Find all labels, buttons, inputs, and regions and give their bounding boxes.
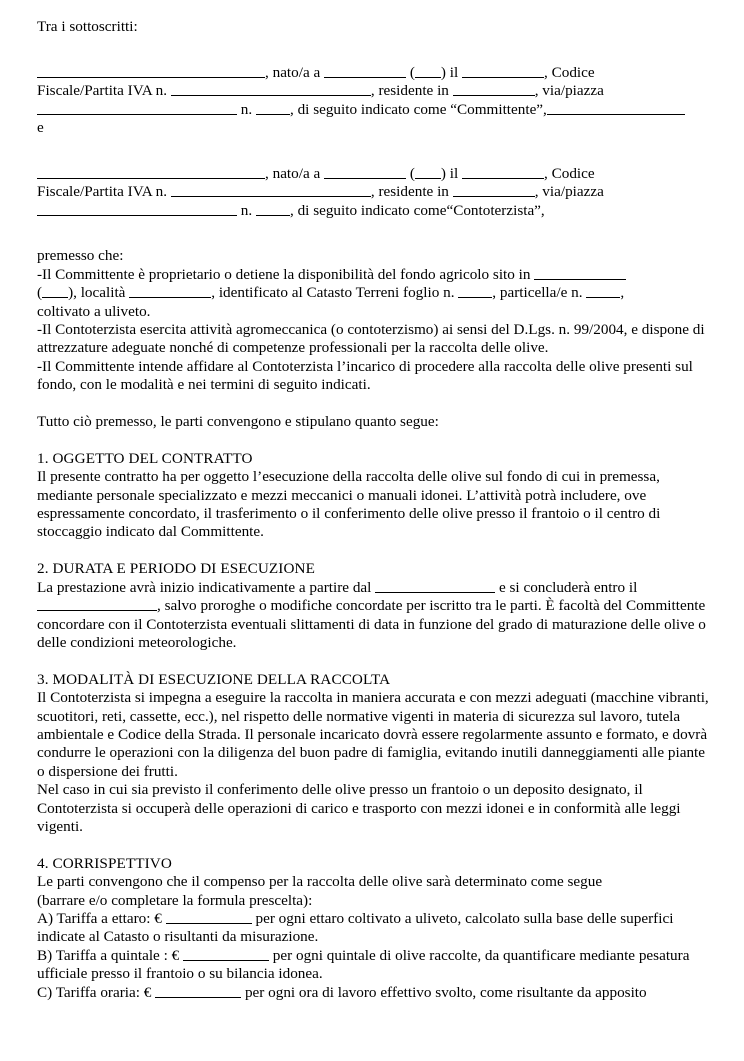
gap-before-premesse <box>37 220 712 238</box>
party1-line-3 <box>37 101 712 119</box>
party-block-committente <box>37 64 712 138</box>
party2-seg6: , residente in <box>370 183 453 201</box>
premesse-particella-blank[interactable] <box>586 284 620 298</box>
section-2-start-date-blank[interactable] <box>375 579 495 593</box>
party1-seg1: , nato/a a <box>265 63 325 81</box>
gap-between-parties <box>37 137 712 155</box>
party2-seg3: ) il <box>440 164 462 182</box>
party1-seg4: , Codice <box>544 63 595 81</box>
section-3-body-2: Nel caso in cui sia previsto il conferimento delle olive presso un frantoio o un deposito designato, il Contoterzista si occuperà delle operazioni di carico e trasporto con mezzi idonei e in conformità alle leggi vigenti. <box>37 781 685 835</box>
party2-birthplace-blank[interactable] <box>324 165 406 179</box>
party1-seg5: Fiscale/Partita IVA n. <box>37 82 171 100</box>
party2-seg5: Fiscale/Partita IVA n. <box>37 183 171 201</box>
party1-residence-blank[interactable] <box>453 82 535 96</box>
section-4-heading: 4. CORRISPETTIVO <box>37 854 172 872</box>
connector-e: e <box>37 119 44 137</box>
party1-street-blank[interactable] <box>37 101 237 115</box>
party2-seg8: n. <box>237 201 256 219</box>
party1-name-blank[interactable] <box>37 64 265 78</box>
party1-seg8: n. <box>237 100 256 118</box>
section-3-body-1: Il Contoterzista si impegna a eseguire la raccolta in maniera accurata e con mezzi adeguati (macchine vibranti, scuotitori, reti, cassette, ecc.), nel rispetto delle normative vigenti in materia di sicurezza sul lavoro, tutela ambientale e Codice della Strada. Il personale incaricato dovrà essere regolarmente assunto e formato, e dovrà condurre le operazioni con la diligenza del buon padre di famiglia, evitando inutili danneggiamenti alle piante o dispersione dei frutti. <box>37 689 713 780</box>
party1-seg7: , via/piazza <box>534 82 604 100</box>
party1-seg2: ( <box>406 63 415 81</box>
intro-label: Tra i sottoscritti: <box>37 18 138 35</box>
party2-name-blank[interactable] <box>37 165 265 179</box>
party2-birthdate-blank[interactable] <box>462 165 544 179</box>
party1-seg6: , residente in <box>370 82 453 100</box>
premesse-p1-a: -Il Committente è proprietario o detiene la disponibilità del fondo agricolo sito in <box>37 265 535 283</box>
party2-taxcode-blank[interactable] <box>171 183 371 197</box>
party2-line-1 <box>37 165 712 183</box>
gap-before-section-2 <box>37 542 712 560</box>
section-1 <box>37 450 712 542</box>
premesse-p1-e: , particella/e n. <box>492 284 587 302</box>
section-2-body-c: , salvo proroghe o modifiche concordate per iscritto tra le parti. È facoltà del Committente concordare con il Contoterzista eventuali slittamenti di data in funzione del grado di maturazione delle olive o delle condizioni meteorologiche. <box>37 597 710 651</box>
party1-line-1 <box>37 64 712 82</box>
section-4 <box>37 855 712 1002</box>
premesse-p1-d: , identificato al Catasto Terreni foglio n. <box>211 284 459 302</box>
option-a-pre: A) Tariffa a ettaro: € <box>37 909 166 927</box>
premesse-site-blank[interactable] <box>534 266 626 280</box>
party1-birthdate-blank[interactable] <box>462 64 544 78</box>
party2-street-blank[interactable] <box>37 202 237 216</box>
option-a-post: per ogni ettaro coltivato a uliveto, calcolato sulla base delle superfici indicate al Catasto o risultanti da misurazione. <box>37 909 678 946</box>
section-2-body <box>37 579 712 653</box>
section-2-body-a: La prestazione avrà inizio indicativamente a partire dal <box>37 578 376 596</box>
premesse-paragraph-1 <box>37 266 712 321</box>
premesse-paragraph-3: -Il Committente intende affidare al Contoterzista l’incarico di procedere alla raccolta delle olive presenti sul fondo, con le modalità e nei termini di seguito indicati. <box>37 357 697 394</box>
premesse-label: premesso che: <box>37 247 124 265</box>
gap-after-intro <box>37 36 712 54</box>
party2-seg9: , di seguito indicato come“Contoterzista”, <box>289 201 545 219</box>
premesse-p1-c: ), località <box>68 284 130 302</box>
section-2 <box>37 560 712 652</box>
party1-civic-blank[interactable] <box>256 101 290 115</box>
gap-before-section-1 <box>37 431 712 449</box>
section-1-body: Il presente contratto ha per oggetto l’esecuzione della raccolta delle olive sul fondo di cui in premessa, mediante personale specializzato e mezzi meccanici o manuali idonei. L’attività potrà includere, ove espressamente concordato, il trasferimento o il conferimento delle olive presso il frantoio o il centro di stoccaggio indicato dal Committente. <box>37 468 665 541</box>
section-2-heading: 2. DURATA E PERIODO DI ESECUZIONE <box>37 560 315 578</box>
party2-seg7: , via/piazza <box>534 183 604 201</box>
party1-trailing-blank[interactable] <box>547 101 685 115</box>
option-b-pre: B) Tariffa a quintale : € <box>37 946 183 964</box>
party2-seg1: , nato/a a <box>265 164 325 182</box>
gap-before-premesse-2 <box>37 238 712 247</box>
premesse-province-blank[interactable] <box>42 284 68 298</box>
contract-body <box>37 18 712 1002</box>
premesse-p1-f: , <box>620 284 625 302</box>
party1-province-blank[interactable] <box>415 64 441 78</box>
section-3-heading: 3. MODALITÀ DI ESECUZIONE DELLA RACCOLTA <box>37 670 391 688</box>
section-4-option-a <box>37 910 712 947</box>
section-4-intro-2: (barrare e/o completare la formula prescelta): <box>37 891 313 909</box>
party2-residence-blank[interactable] <box>453 183 535 197</box>
section-4-option-b <box>37 947 712 984</box>
party1-taxcode-blank[interactable] <box>171 82 371 96</box>
premesse-block <box>37 247 712 394</box>
section-4-option-c <box>37 984 712 1002</box>
option-c-amount-blank[interactable] <box>155 984 241 998</box>
gap-between-parties-2 <box>37 156 712 165</box>
option-a-amount-blank[interactable] <box>166 910 252 924</box>
section-1-heading: 1. OGGETTO DEL CONTRATTO <box>37 449 253 467</box>
gap-before-tuttocio <box>37 395 712 413</box>
tutto-cio-premesso: Tutto ciò premesso, le parti convengono e stipulano quanto segue: <box>37 413 439 431</box>
section-4-intro-1: Le parti convengono che il compenso per la raccolta delle olive sarà determinato come segue <box>37 873 603 891</box>
section-2-body-b: e si concluderà entro il <box>495 578 642 596</box>
option-b-amount-blank[interactable] <box>183 947 269 961</box>
party2-seg2: ( <box>406 164 415 182</box>
party2-line-2 <box>37 183 712 201</box>
gap-before-section-3 <box>37 652 712 670</box>
party2-province-blank[interactable] <box>415 165 441 179</box>
section-3 <box>37 671 712 837</box>
premesse-paragraph-2: -Il Contoterzista esercita attività agromeccanica (o contoterzismo) ai sensi del D.Lgs. n. 99/2004, e dispone di attrezzature adeguate nonché di competenze professionali per la raccolta delle olive. <box>37 321 709 357</box>
option-c-post: per ogni ora di lavoro effettivo svolto, come risultante da apposito <box>241 983 647 1001</box>
party-block-contoterzista <box>37 165 712 220</box>
party1-birthplace-blank[interactable] <box>324 64 406 78</box>
party1-line-2 <box>37 82 712 100</box>
premesse-foglio-blank[interactable] <box>458 284 492 298</box>
gap-before-section-4 <box>37 836 712 854</box>
party1-seg9: , di seguito indicato come “Committente”, <box>289 100 547 118</box>
section-2-end-date-blank[interactable] <box>37 597 157 611</box>
gap-after-intro-2 <box>37 55 712 64</box>
party2-seg4: , Codice <box>544 164 595 182</box>
premesse-p1-g: coltivato a uliveto. <box>37 302 151 320</box>
option-b-post: per ogni quintale di olive raccolte, da quantificare mediante pesatura ufficiale presso il frantoio o su bilancia idonea. <box>37 946 694 983</box>
premesse-locality-blank[interactable] <box>129 284 211 298</box>
premesse-p1-b: ( <box>37 284 43 302</box>
party1-seg3: ) il <box>440 63 462 81</box>
option-c-pre: C) Tariffa oraria: € <box>37 983 156 1001</box>
party2-civic-blank[interactable] <box>256 202 290 216</box>
party2-line-3 <box>37 202 712 220</box>
